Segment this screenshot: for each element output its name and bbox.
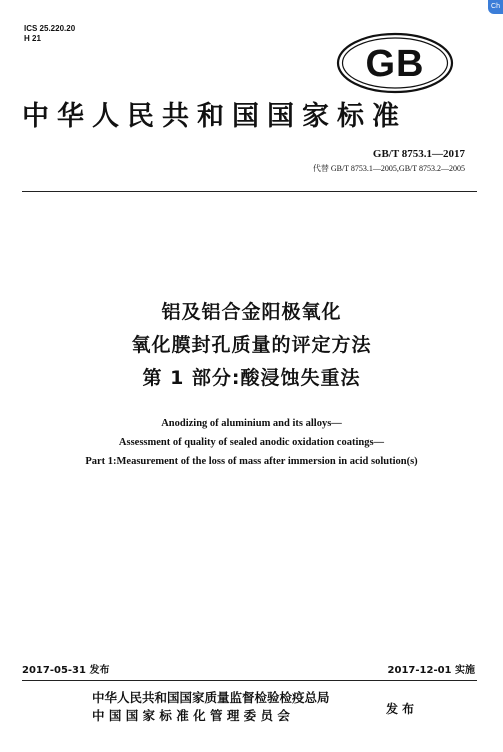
- title-cn-line-1: 铝及铝合金阳极氧化: [161, 301, 342, 323]
- ccs-code: H 21: [24, 34, 41, 43]
- issue-word: 发布: [386, 702, 419, 716]
- title-cn-line-3: 第 1 部分:酸浸蚀失重法: [142, 367, 361, 389]
- implementation-date: 2017-12-01 实施: [387, 665, 475, 676]
- title-en-line-1: Anodizing of aluminium and its alloys—: [161, 418, 342, 429]
- title-en-line-3: Part 1:Measurement of the loss of mass after immersion in acid solution(s): [85, 456, 418, 467]
- issuer-line-1: 中华人民共和国国家质量监督检验检疫总局: [92, 690, 330, 705]
- title-cn-line-2: 氧化膜封孔质量的评定方法: [131, 334, 372, 356]
- gb-logo-text: GB: [365, 43, 425, 85]
- issue-date: 2017-05-31 发布: [22, 665, 110, 676]
- classification-codes: [24, 24, 75, 44]
- issuer-line-2: 中 国 国 家 标 准 化 管 理 委 员 会: [92, 708, 290, 723]
- standard-number: GB/T 8753.1—2017: [372, 148, 465, 160]
- footer-divider: [22, 680, 477, 681]
- header-divider: [22, 191, 477, 192]
- ics-code: ICS 25.220.20: [24, 24, 76, 33]
- issuing-authority-title: 中华人民共和国国家标准: [22, 101, 407, 132]
- title-en-line-2: Assessment of quality of sealed anodic oxidation coatings—: [118, 437, 385, 448]
- page-tab-badge[interactable]: Ch: [488, 0, 503, 14]
- replaced-standards: 代替 GB/T 8753.1—2005,GB/T 8753.2—2005: [312, 164, 465, 173]
- gb-logo: [335, 32, 455, 94]
